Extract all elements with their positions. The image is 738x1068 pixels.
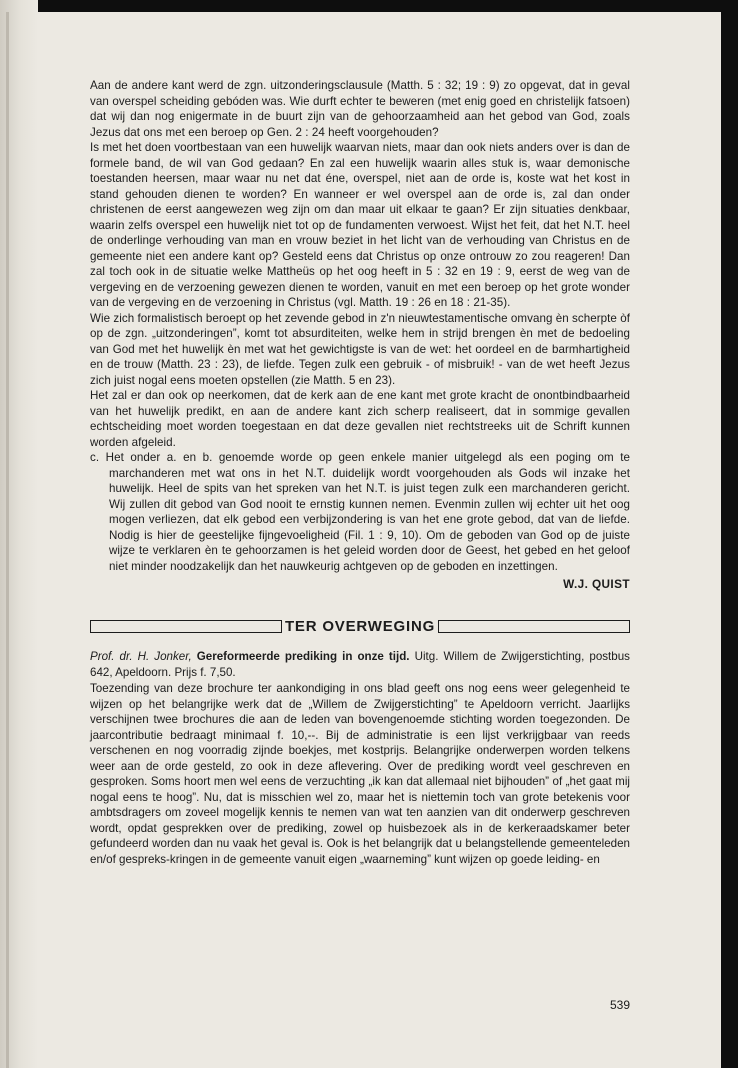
- article-body: [90, 78, 630, 574]
- author-signature: W.J. QUIST: [563, 577, 630, 591]
- scan-right-edge: [721, 0, 738, 1068]
- article-paragraph: Wie zich formalistisch beroept op het zevende gebod in z'n nieuwtestamentische omvang èn scherpte òf op de zgn. „uitzonderingen”, komt tot absurditeiten, welke hem in strijd brengen èn met de bedoeling van God met het huwelijk èn met wat het gewichtigste is van de wet: het oordeel en de barmhartigheid en de trouw (Matth. 23 : 23), de liefde. Tegen zulk een gebruik - of misbruik! - van de wet heeft Jezus zich juist nogal eens moeten opstellen (zie Matth. 5 en 23).: [90, 311, 630, 387]
- article-paragraph: Aan de andere kant werd de zgn. uitzonderingsclausule (Matth. 5 : 32; 19 : 9) zo opgevat, dat in geval van overspel scheiding gebóden was. Wie durft echter te beweren (met enig goed en christelijk fatsoen) dat wij dan nog enigermate in de buurt zijn van de gehoorzaamheid aan het gebod van God, zoals Jezus dat ons met een beroep op Gen. 2 : 24 heeft voorgehouden?: [90, 79, 630, 139]
- review-text: Toezending van deze brochure ter aankondiging in ons blad geeft ons nog eens weer gelegenheid te wijzen op het belangrijke werk dat de „Willem de Zwijgerstichting” te Apeldoorn verricht. Jaarlijks verschijnen twee brochures die aan de leden van bovengenoemde stichting worden toegezonden. De jaarcontributie bedraagt minimaal f. 10,--. Bij de administratie is een lijst verkrijgbaar van reeds verschenen en nog voorradig zijnde boekjes, met kostprijs. Belangrijke onderwerpen worden telkens weer aan de orde gesteld, zo ook in deze aflevering. Over de prediking wordt veel geschreven en gesproken. Soms hoort men wel eens de verzuchting „ik kan dat allemaal niet bijhouden” of „het gaat mij nogal eens te hoog”. Nu, dat is misschien wel zo, maar het is niettemin toch van grote betekenis voor ambtsdragers om zoveel mogelijk kennis te nemen van wat ten aanzien van dit onderwerp geschreven wordt, opdat gesprekken over de prediking, zowel op huisbezoek als in de kerkeraadskamer beter gefundeerd worden dan nu vaak het geval is. Ook is het belangrijk dat u belangstellende gemeenteleden en/of gespreks-kringen in de gemeente vanuit eigen „waarneming” kunt wijzen op goede leiding- en: [90, 682, 630, 866]
- review-publication-details: Uitg. Willem de Zwijgerstichting, postbus 642, Apeldoorn. Prijs f. 7,50.: [90, 650, 630, 679]
- page-number: 539: [609, 998, 630, 1012]
- article-paragraph-c: c. Het onder a. en b. genoemde worde op geen enkele manier uitgelegd als een poging om te marchanderen met wat ons in het N.T. duidelijk wordt voorgehouden als Gods wil inzake het huwelijk. Heel de spits van het spreken van het N.T. is juist tegen zulk een marchanderen gericht. Wij zullen dit gebod van God nooit te ernstig kunnen nemen. Evenmin zullen wij echter uit het oog mogen verliezen, dat elk gebod een verbijzondering is van het ene grote gebod, dat van de liefde. Nodig is hier de geestelijke fijngevoeligheid (Fil. 1 : 9, 10). Om de geboden van God op de juiste wijze te verklaren èn te gehoorzamen is het geleid worden door de Geest, het gebed en het geloof niet minder noodzakelijk dan het nauwkeurig achtgeven op de geboden en inzettingen.: [90, 451, 630, 573]
- article-paragraph: Is met het doen voortbestaan van een huwelijk waarvan niets, maar dan ook niets anders over is dan de formele band, de wil van God gedaan? En zal een huwelijk waarin alles stuk is, waar demonische toestanden heersen, maar waar nu net dat éne, overspel, niet aan de orde is, koste wat het kost in stand gehouden dienen te worden? En wanneer er wel overspel aan de orde is, zal dan onder christenen de eerst aangewezen weg zijn om dan maar uit elkaar te gaan? Er zijn situaties denkbaar, waarin zelfs overspel een huwelijk niet tot op de fundamenten verwoest. Wijst het feit, dat het N.T. heel de onderlinge verhouding van man en vrouw beziet in het licht van de verhouding van Christus en de gemeente niet een andere kant op? Gesteld eens dat Christus op onze ontrouw zo zou reageren! Dan zal toch ook in de situatie welke Mattheüs op het oog heeft in 5 : 32 en 19 : 9, eerst de weg van de vergeving en de verzoening gewezen dienen te worden, vanuit en met een beroep op het grote wonder van de vergeving en de verzoening in Christus (vgl. Matth. 19 : 26 en 18 : 21-35).: [90, 141, 630, 309]
- scan-spine-line: [6, 12, 9, 1068]
- header-rule-right: [438, 620, 630, 633]
- section-title: TER OVERWEGING: [284, 617, 436, 635]
- page-content: [90, 78, 630, 867]
- review-book-title: Gereformeerde prediking in onze tijd.: [196, 650, 410, 663]
- header-rule-left: [90, 620, 282, 633]
- review-author: Prof. dr. H. Jonker,: [90, 650, 192, 663]
- section-header: [90, 615, 630, 637]
- scan-top-edge: [0, 0, 738, 12]
- book-review: [90, 649, 630, 867]
- article-paragraph: Het zal er dan ook op neerkomen, dat de kerk aan de ene kant met grote kracht de onontbindbaarheid van het huwelijk predikt, en aan de andere kant zich scherp realiseert, dat in sommige gevallen echtscheiding moet worden toegestaan en dat deze gevallen niet rechtstreeks uit de Schrift kunnen worden afgeleid.: [90, 389, 630, 449]
- review-citation: [90, 649, 630, 680]
